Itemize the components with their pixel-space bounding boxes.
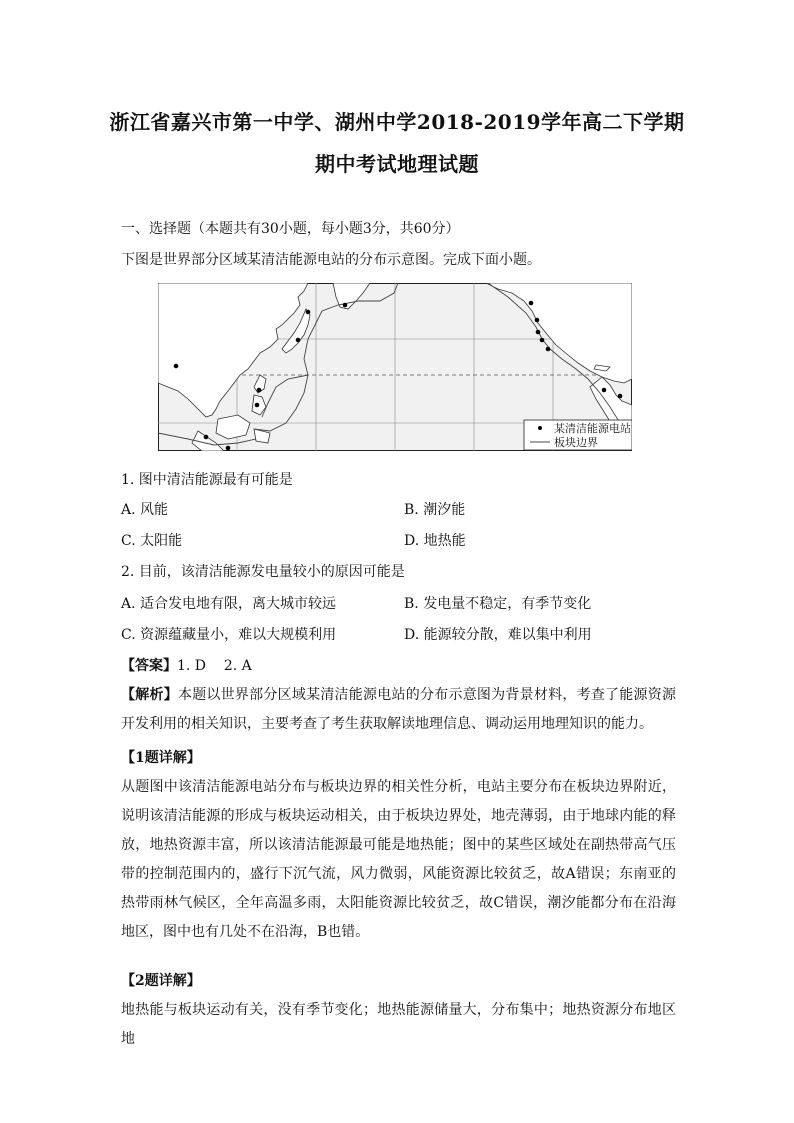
detail-1-text: 从题图中该清洁能源电站分布与板块边界的相关性分析，电站主要分布在板块边界附近，说明该清洁能源的形成与板块运动相关，由于板块边界处，地壳薄弱，由于地球内能的释放，地热资源丰富，所以该清洁能源最可能是地热能；图中的某些区域处在副热带高气压带的控制范围内的，盛行下沉气流，风力微弱，风能资源比较贫乏，故A错误；东南亚的热带雨林气候区，全年高温多雨，太阳能资源比较贫乏，故C错误，潮汐能都分布在沿海地区，图中也有几处不在沿海，B也错。 (121, 779, 676, 940)
question-1-stem: 1. 图中清洁能源最有可能是 (121, 472, 293, 488)
answer-label: 【答案】 (121, 658, 177, 674)
q2-option-c: C. 资源蕴藏量小，难以大规模利用 (121, 627, 337, 643)
station-point (618, 394, 623, 399)
analysis-label: 【解析】 (121, 687, 178, 703)
energy-station-map (158, 283, 632, 451)
q1-option-b: B. 潮汐能 (404, 502, 466, 518)
intro-text: 下图是世界部分区域某清洁能源电站的分布示意图。完成下面小题。 (121, 252, 541, 268)
q1-option-a: A. 风能 (121, 502, 169, 518)
station-point (536, 330, 541, 335)
section-heading: 一、选择题（本题共有30小题，每小题3分，共60分） (121, 221, 460, 237)
detail-1-heading: 【1题详解】 (121, 750, 201, 766)
station-point (546, 347, 551, 352)
station-point (602, 388, 607, 393)
station-point (257, 388, 262, 393)
station-point (226, 446, 231, 451)
station-point (529, 301, 534, 306)
answer-line (121, 655, 252, 675)
detail-2-text: 地热能与板块运动有关，没有季节变化；地热能源储量大，分布集中；地热资源分布地区地 (121, 1002, 676, 1047)
question-2-stem: 2. 目前，该清洁能源发电量较小的原因可能是 (121, 564, 405, 580)
station-point (540, 338, 545, 343)
detail-2-heading: 【2题详解】 (121, 973, 201, 989)
q1-option-c: C. 太阳能 (121, 533, 183, 549)
station-point (204, 435, 209, 440)
station-point (255, 403, 260, 408)
doc-title-line2: 期中考试地理试题 (315, 152, 479, 176)
station-point (306, 310, 311, 315)
analysis-text: 本题以世界部分区域某清洁能源电站的分布示意图为背景材料，考查了能源资源开发利用的相关知识，主要考查了考生获取解读地理信息、调动运用地理知识的能力。 (121, 687, 677, 732)
analysis-paragraph (121, 681, 676, 739)
legend-station-marker (538, 426, 542, 430)
map-legend (524, 420, 632, 450)
station-point (343, 303, 348, 308)
q2-option-d: D. 能源较分散，难以集中利用 (404, 627, 592, 643)
answer-text: 1. D 2. A (177, 658, 252, 674)
station-point (296, 338, 301, 343)
doc-title-line1: 浙江省嘉兴市第一中学、湖州中学2018-2019学年高二下学期 (109, 110, 685, 134)
q2-option-b: B. 发电量不稳定，有季节变化 (404, 596, 592, 612)
station-point (535, 318, 540, 323)
station-point (174, 364, 179, 369)
legend-boundary-label: 板块边界 (554, 436, 598, 449)
legend-station-label: 某清洁能源电站 (554, 422, 631, 435)
q1-option-d: D. 地热能 (404, 533, 466, 549)
q2-option-a: A. 适合发电地有限，离大城市较远 (121, 596, 337, 612)
